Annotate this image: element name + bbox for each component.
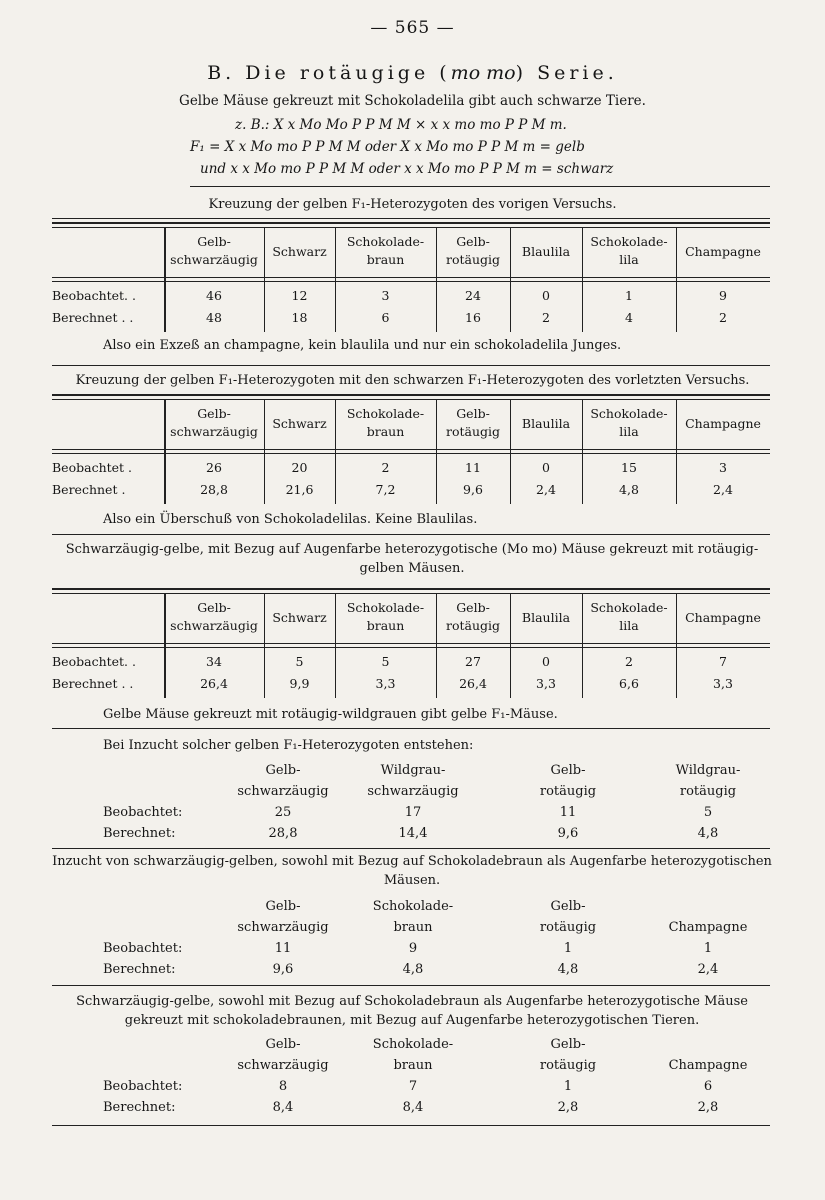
table-cell: 9,9 xyxy=(289,676,310,691)
table-3-caption: Schwarzäugig-gelbe, mit Bezug auf Augenfarbe heterozygotische (Mo mo) Mäuse gekreuzt mit rotäugig-gelben Mäusen. xyxy=(65,542,759,576)
divider xyxy=(52,985,770,986)
table-cell: 1 xyxy=(625,288,633,303)
table-header-text: Schokolade- xyxy=(590,600,668,615)
simple-cell: 25 xyxy=(274,805,292,820)
section-heading xyxy=(0,62,825,84)
simple-header-text: Gelb- xyxy=(550,899,586,914)
simple-row-label: Berechnet: xyxy=(103,962,176,977)
simple-table-2 xyxy=(103,896,770,981)
simple-header-cell xyxy=(498,896,638,938)
table-header-text: Schwarz xyxy=(272,244,327,259)
simple-cell: 9 xyxy=(408,941,418,956)
table-cell: 3 xyxy=(381,288,390,303)
divider xyxy=(52,218,770,219)
table-header-text: Blaulila xyxy=(521,416,571,431)
divider xyxy=(52,728,770,729)
simple-cell: 4,8 xyxy=(697,826,719,841)
table-header-text: Blaulila xyxy=(521,610,571,625)
table-cell: 2 xyxy=(625,654,633,669)
table-cell: 5 xyxy=(295,654,304,669)
table-cell: 12 xyxy=(291,288,308,303)
simple-header-text: Gelb- xyxy=(550,763,586,778)
table-header-cell xyxy=(264,243,335,261)
table-header-text: Champagne xyxy=(685,416,761,431)
simple-cell: 5 xyxy=(703,805,713,820)
table-header-cell xyxy=(436,405,510,441)
table-cell: 6 xyxy=(381,310,390,325)
table-header-cell xyxy=(510,609,582,627)
table-header-text: lila xyxy=(619,424,639,439)
table-header-cell xyxy=(436,233,510,269)
table-header-cell xyxy=(436,599,510,635)
table-row-label: Beobachtet. . xyxy=(52,654,136,669)
simple-cell: 8,4 xyxy=(272,1100,294,1115)
table-1-caption: Kreuzung der gelben F₁-Heterozygoten des vorigen Versuchs. xyxy=(208,197,617,212)
table-cell: 34 xyxy=(206,654,222,669)
simple-cell: 4,8 xyxy=(402,962,424,977)
simple-header-text: Champagne xyxy=(668,920,748,935)
table-top-rule xyxy=(52,227,770,228)
divider xyxy=(52,534,770,535)
table-header-rule xyxy=(52,277,770,278)
table-header-text: lila xyxy=(619,618,639,633)
table-cell: 2,4 xyxy=(536,482,556,497)
table-header-cell xyxy=(582,233,676,269)
table-1-note: Also ein Exzeß an champagne, kein blaulila und nur ein schokoladelila Junges. xyxy=(103,338,622,353)
table-header-cell xyxy=(264,609,335,627)
table-cell: 2 xyxy=(381,460,390,475)
table-cell: 15 xyxy=(621,460,637,475)
table-cell: 4,8 xyxy=(619,482,639,497)
table-header-text: Gelb- xyxy=(456,234,490,249)
table-cell: 24 xyxy=(465,288,481,303)
simple-cell: 1 xyxy=(563,1079,573,1094)
table-cell: 26,4 xyxy=(200,676,228,691)
simple-row-label: Beobachtet: xyxy=(103,805,183,820)
table-header-text: Champagne xyxy=(685,610,761,625)
simple-header-text: braun xyxy=(393,1058,433,1073)
table-row-label: Berechnet . . xyxy=(52,676,134,691)
table-header-cell xyxy=(335,233,436,269)
table-header-text: rotäugig xyxy=(445,252,501,267)
table-header-cell xyxy=(335,599,436,635)
table-4-caption: Inzucht von schwarzäugig-gelben, sowohl mit Bezug auf Schokoladebraun als Augenfarbe heterozygotischen Mäusen. xyxy=(52,854,772,888)
simple-header-text: rotäugig xyxy=(539,920,597,935)
formula-f1-schwarz: und x x Mo mo P P M M oder x x Mo mo P P M m = schwarz xyxy=(200,161,614,177)
table-cell: 16 xyxy=(465,310,481,325)
table-top-rule xyxy=(52,593,770,594)
simple-header-text: rotäugig xyxy=(539,784,597,799)
simple-table-1 xyxy=(103,760,770,845)
simple-cell: 8,4 xyxy=(402,1100,424,1115)
simple-header-cell xyxy=(213,896,353,938)
table-header-rule xyxy=(52,643,770,644)
table-3 xyxy=(52,588,770,698)
table-header-rule xyxy=(52,281,770,282)
table-header-cell xyxy=(676,415,770,433)
table-header-cell xyxy=(582,599,676,635)
heading-genotype: mo mo xyxy=(450,62,516,84)
simple-header-cell xyxy=(343,760,483,802)
page-number: — 565 — xyxy=(370,18,455,38)
table-header-text: Gelb- xyxy=(197,600,231,615)
table-cell: 2 xyxy=(719,310,727,325)
simple-header-cell xyxy=(638,917,778,938)
simple-header-cell xyxy=(343,1034,483,1076)
simple-header-text: Gelb- xyxy=(550,1037,586,1052)
simple-cell: 11 xyxy=(274,941,292,956)
heading-prefix: B. Die rotäugige ( xyxy=(207,62,451,84)
simple-header-text: schwarzäugig xyxy=(237,784,329,799)
simple-header-text: Schokolade- xyxy=(372,1037,454,1052)
simple-header-text: schwarzäugig xyxy=(237,1058,329,1073)
simple-cell: 14,4 xyxy=(398,826,428,841)
table-header-cell xyxy=(676,609,770,627)
table-header-text: Gelb- xyxy=(197,406,231,421)
simple-cell: 9,6 xyxy=(272,962,294,977)
table-cell: 48 xyxy=(206,310,222,325)
table-top-rule xyxy=(52,222,770,224)
simple-header-text: schwarzäugig xyxy=(237,920,329,935)
simple-header-text: Gelb- xyxy=(265,1037,301,1052)
table-cell: 21,6 xyxy=(285,482,314,497)
simple-header-cell xyxy=(213,760,353,802)
simple-cell: 9,6 xyxy=(557,826,579,841)
table-header-text: Schokolade- xyxy=(346,406,425,421)
table-header-cell xyxy=(335,405,436,441)
table-cell: 20 xyxy=(291,460,308,475)
table-row-label: Berechnet . xyxy=(52,482,126,497)
simple-cell: 4,8 xyxy=(557,962,579,977)
simple-header-text: rotäugig xyxy=(539,1058,597,1073)
table-row-label: Berechnet . . xyxy=(52,310,134,325)
table-cell: 2 xyxy=(542,310,550,325)
table-cell: 26,4 xyxy=(459,676,487,691)
table-5-caption: Schwarzäugig-gelbe, sowohl mit Bezug auf Schokoladebraun als Augenfarbe heterozygotische Mäuse gekreuzt mit schokoladebraunen, mit Bezug auf Augenfarbe heterozygotischen Tieren. xyxy=(76,994,748,1028)
simple-header-cell xyxy=(498,760,638,802)
table-header-cell xyxy=(510,415,582,433)
table-2-caption: Kreuzung der gelben F₁-Heterozygoten mit den schwarzen F₁-Heterozygoten des vorletzten Versuchs. xyxy=(75,373,750,388)
table-header-text: Schokolade- xyxy=(346,600,425,615)
simple-header-cell xyxy=(213,1034,353,1076)
table-header-text: Gelb- xyxy=(456,406,490,421)
divider xyxy=(52,1125,770,1126)
inbreeding-intro: Bei Inzucht solcher gelben F₁-Heterozygoten entstehen: xyxy=(103,738,474,753)
table-cell: 3,3 xyxy=(375,676,396,691)
table-cell: 3,3 xyxy=(536,676,556,691)
simple-header-cell xyxy=(343,896,483,938)
table-2 xyxy=(52,394,770,504)
table-header-text: braun xyxy=(366,252,405,267)
table-top-rule xyxy=(52,394,770,396)
table-cell: 0 xyxy=(542,288,550,303)
simple-header-text: Schokolade- xyxy=(372,899,454,914)
simple-cell: 6 xyxy=(703,1079,713,1094)
simple-header-cell xyxy=(638,1055,778,1076)
table-header-cell xyxy=(264,415,335,433)
table-header-rule xyxy=(52,647,770,648)
table-cell: 7 xyxy=(719,654,727,669)
table-header-text: Schokolade- xyxy=(590,406,668,421)
table-cell: 11 xyxy=(465,460,481,475)
table-cell: 9 xyxy=(719,288,727,303)
table-header-text: Blaulila xyxy=(521,244,571,259)
simple-header-text: braun xyxy=(393,920,433,935)
table-header-cell xyxy=(510,243,582,261)
simple-row-label: Beobachtet: xyxy=(103,1079,183,1094)
table-header-text: braun xyxy=(366,618,405,633)
simple-cell: 17 xyxy=(404,805,422,820)
table-header-text: schwarzäugig xyxy=(170,252,258,267)
table-header-cell xyxy=(164,405,264,441)
simple-cell: 28,8 xyxy=(268,826,298,841)
simple-header-text: schwarzäugig xyxy=(367,784,459,799)
simple-header-cell xyxy=(498,1034,638,1076)
table-cell: 26 xyxy=(206,460,222,475)
table-header-text: braun xyxy=(366,424,405,439)
formula-cross: z. B.: X x Mo Mo P P M M × x x mo mo P P M m. xyxy=(235,117,567,133)
heading-suffix: ) Serie. xyxy=(515,62,618,84)
table-row-label: Beobachtet. . xyxy=(52,288,136,303)
divider xyxy=(52,365,770,366)
table-cell: 9,6 xyxy=(463,482,483,497)
simple-table-3 xyxy=(103,1034,770,1119)
simple-cell: 11 xyxy=(559,805,577,820)
simple-header-text: Wildgrau- xyxy=(380,763,446,778)
simple-cell: 2,8 xyxy=(557,1100,579,1115)
simple-header-text: Gelb- xyxy=(265,899,301,914)
table-cell: 3,3 xyxy=(713,676,733,691)
table-cell: 7,2 xyxy=(375,482,396,497)
simple-cell: 8 xyxy=(278,1079,288,1094)
divider xyxy=(52,848,770,849)
table-cell: 6,6 xyxy=(619,676,639,691)
simple-header-text: rotäugig xyxy=(679,784,737,799)
table-header-cell xyxy=(582,405,676,441)
table-header-text: lila xyxy=(619,252,639,267)
table-row-label: Beobachtet . xyxy=(52,460,133,475)
formula-f1-gelb: F₁ = X x Mo mo P P M M oder X x Mo mo P P M m = gelb xyxy=(190,139,585,155)
simple-header-text: Gelb- xyxy=(265,763,301,778)
table-cell: 18 xyxy=(291,310,308,325)
table-header-cell xyxy=(676,243,770,261)
table-cell: 5 xyxy=(381,654,390,669)
table-2-note: Also ein Überschuß von Schokoladelilas. Keine Blaulilas. xyxy=(103,512,478,527)
simple-cell: 2,4 xyxy=(697,962,719,977)
simple-header-text: Wildgrau- xyxy=(675,763,741,778)
simple-cell: 1 xyxy=(703,941,713,956)
table-3-note: Gelbe Mäuse gekreuzt mit rotäugig-wildgrauen gibt gelbe F₁-Mäuse. xyxy=(103,707,558,722)
table-header-cell xyxy=(164,233,264,269)
table-cell: 3 xyxy=(719,460,727,475)
table-header-rule xyxy=(52,449,770,450)
table-header-text: Schwarz xyxy=(272,610,327,625)
simple-header-cell xyxy=(638,760,778,802)
table-header-text: Gelb- xyxy=(456,600,490,615)
simple-row-label: Beobachtet: xyxy=(103,941,183,956)
simple-row-label: Berechnet: xyxy=(103,1100,176,1115)
simple-cell: 2,8 xyxy=(697,1100,719,1115)
table-cell: 0 xyxy=(542,460,550,475)
table-cell: 4 xyxy=(625,310,633,325)
table-cell: 28,8 xyxy=(200,482,228,497)
simple-row-label: Berechnet: xyxy=(103,826,176,841)
table-top-rule xyxy=(52,399,770,400)
table-header-text: Schokolade- xyxy=(346,234,425,249)
simple-header-text: Champagne xyxy=(668,1058,748,1073)
table-header-text: rotäugig xyxy=(445,424,501,439)
table-cell: 46 xyxy=(206,288,222,303)
simple-cell: 1 xyxy=(563,941,573,956)
table-cell: 27 xyxy=(465,654,481,669)
table-cell: 0 xyxy=(542,654,550,669)
table-header-text: schwarzäugig xyxy=(170,618,258,633)
simple-cell: 7 xyxy=(408,1079,418,1094)
divider xyxy=(190,186,770,187)
table-header-text: Schwarz xyxy=(272,416,327,431)
table-header-text: Champagne xyxy=(685,244,761,259)
table-1 xyxy=(52,222,770,332)
table-cell: 2,4 xyxy=(713,482,733,497)
table-top-rule xyxy=(52,588,770,590)
table-header-text: schwarzäugig xyxy=(170,424,258,439)
intro-text: Gelbe Mäuse gekreuzt mit Schokoladelila gibt auch schwarze Tiere. xyxy=(179,93,646,109)
table-header-text: Schokolade- xyxy=(590,234,668,249)
table-header-cell xyxy=(164,599,264,635)
table-header-rule xyxy=(52,453,770,454)
table-header-text: rotäugig xyxy=(445,618,501,633)
table-header-text: Gelb- xyxy=(197,234,231,249)
